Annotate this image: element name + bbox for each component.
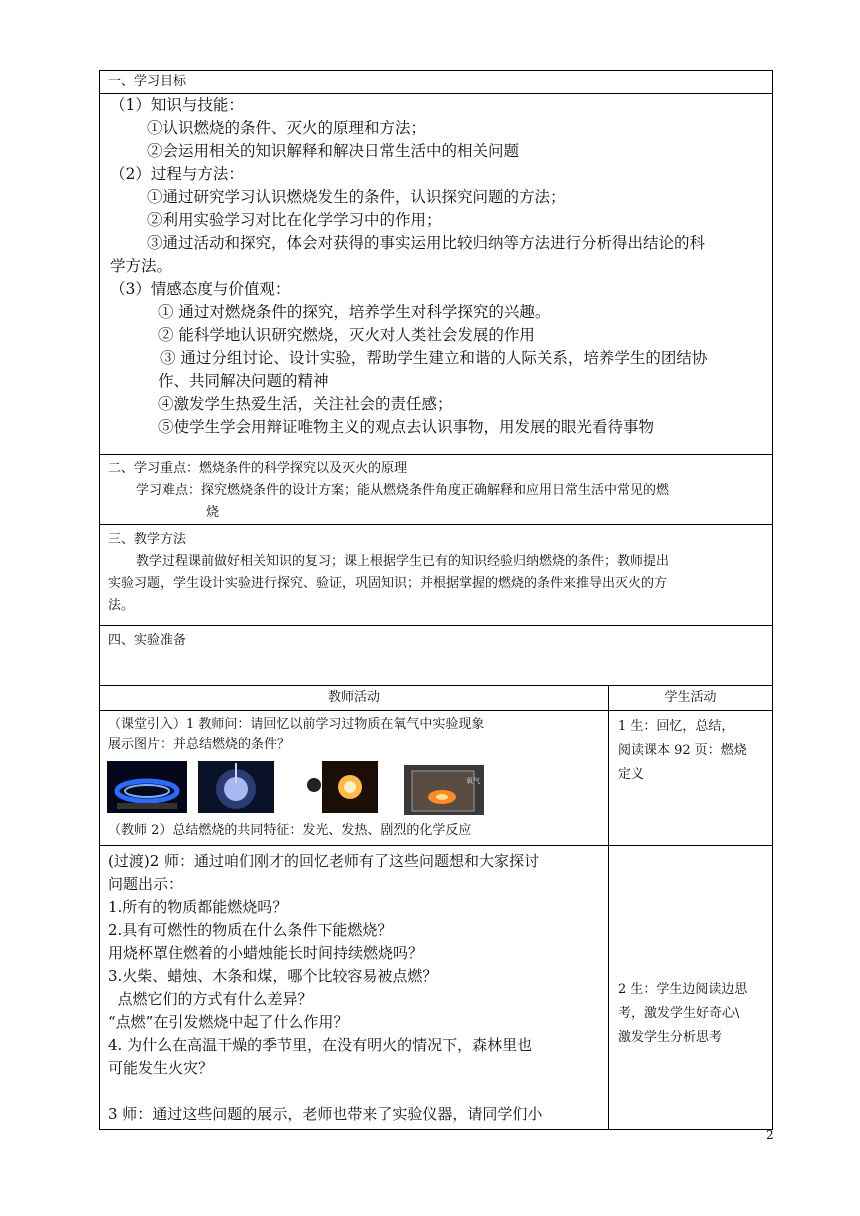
student-text: 1 生：回忆，总结， [618,719,735,734]
emotion-item: ③ 通过分组讨论、设计实验，帮助学生建立和谐的人际关系，培养学生的团结协 [160,349,708,367]
teacher-text: 展示图片：并总结燃烧的条件？ [108,737,291,752]
table-row [100,711,772,846]
process-item: ②利用实验学习对比在化学学习中的作用； [147,211,442,229]
teacher-text: 问题出示： [108,875,184,893]
question-line: 2.具有可燃性的物质在什么条件下能燃烧？ [108,921,393,939]
emotion-item: ② 能科学地认识研究燃烧，灭火对人类社会发展的作用 [158,326,535,344]
process-title: （2）过程与方法： [110,165,244,183]
teacher-text: （教师 2）总结燃烧的共同特征：发光、发热、剧烈的化学反应 [108,823,472,838]
question-line: “点燃”在引发燃烧中起了什么作用？ [108,1013,349,1031]
knowledge-item: ②会运用相关的知识解释和解决日常生活中的相关问题 [147,142,520,160]
spark-image [198,761,274,813]
question-line: 点燃它们的方式有什么差异？ [108,990,313,1008]
experiment-prep-section [100,626,772,686]
lesson-plan-table [99,70,773,1130]
teacher-text: （课堂引入）1 教师问：请回忆以前学习过物质在氧气中实验现象 [108,717,485,732]
process-item-cont: 学方法。 [110,257,173,275]
section-heading: 四、实验准备 [108,633,187,648]
method-line: 法。 [108,598,135,613]
key-points-section [100,455,772,525]
burning-in-oxygen-image [304,761,378,813]
difficulty-line-cont: 烧 [206,505,220,520]
question-line: 1.所有的物质都能燃烧吗？ [108,898,288,916]
teacher-activity-header: 教师活动 [100,686,609,710]
knowledge-title: （1）知识与技能： [110,96,244,114]
student-text: 定义 [618,767,645,782]
question-line: 用烧杯罩住燃着的小蜡烛能长时间持续燃烧吗？ [108,944,424,962]
emotion-item-cont: 作、共同解决问题的精神 [158,372,329,390]
activity-table [100,686,772,1129]
student-activity-header: 学生活动 [664,690,717,705]
emotion-item: ① 通过对燃烧条件的探究，培养学生对科学探究的兴趣。 [158,303,551,321]
student-text: 激发学生分析思考 [618,1030,723,1045]
section-heading: 三、教学方法 [108,532,187,547]
jar-label: 氧气 [466,777,480,785]
difficulty-line: 学习难点：探究燃烧条件的设计方案；能从燃烧条件角度正确解释和应用日常生活中常见的燃 [136,483,670,498]
student-text: 2 生：学生边阅读边思 [618,982,748,997]
emotion-title: （3）情感态度与价值观： [110,280,291,298]
oxygen-jar-image [404,765,484,815]
method-line: 实验习题，学生设计实验进行探究、验证，巩固知识；并根据掌握的燃烧的条件来推导出灭火的方 [108,576,668,591]
question-line: 4. 为什么在高温干燥的季节里，在没有明火的情况下，森林里也 [108,1036,533,1054]
question-line: 3.火柴、蜡烛、木条和煤，哪个比较容易被点燃？ [108,967,438,985]
student-text: 阅读课本 92 页：燃烧 [618,743,747,758]
section-heading: 一、学习目标 [100,71,772,94]
emotion-item: ④激发学生热爱生活，关注社会的责任感； [158,395,453,413]
learning-objectives-section [100,71,772,455]
question-line: 可能发生火灾？ [108,1059,214,1077]
key-point-line: 二、学习重点：燃烧条件的科学探究以及灭火的原理 [108,461,408,476]
emotion-item: ⑤使学生学会用辩证唯物主义的观点去认识事物，用发展的眼光看待事物 [158,418,655,436]
teaching-method-section [100,525,772,626]
page-number: 2 [766,1128,774,1142]
table-row [100,846,772,1129]
knowledge-item: ①认识燃烧的条件、灭火的原理和方法； [147,119,427,137]
process-item: ①通过研究学习认识燃烧发生的条件，认识探究问题的方法； [147,188,566,206]
image-strip [108,761,600,821]
blank-line [108,1080,600,1103]
process-item: ③通过活动和探究，体会对获得的事实运用比较归纳等方法进行分析得出结论的科 [147,234,706,252]
gas-flame-image [107,761,187,813]
teacher-text: (过渡)2 师：通过咱们刚才的回忆老师有了这些问题想和大家探讨 [108,852,540,870]
student-text: 考，激发学生好奇心\ [618,1006,740,1021]
teacher-text: 3 师：通过这些问题的展示，老师也带来了实验仪器，请同学们小 [108,1105,543,1123]
method-line: 教学过程课前做好相关知识的复习；课上根据学生已有的知识经验归纳燃烧的条件；教师提出 [136,554,670,569]
